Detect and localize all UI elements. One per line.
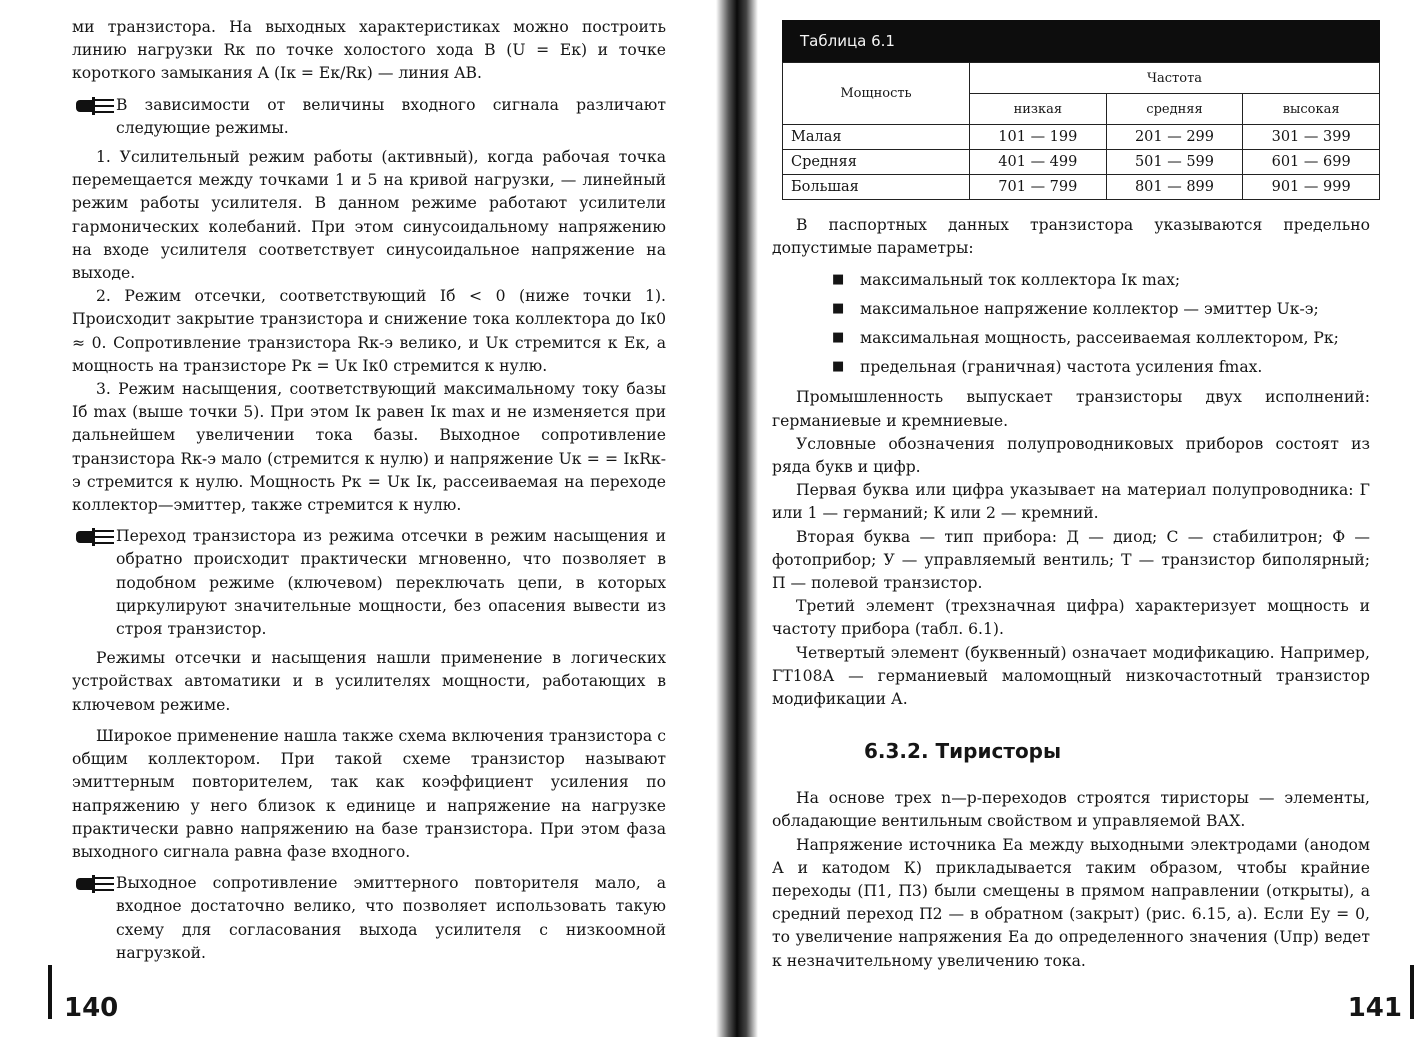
- mode-paragraph: 2. Режим отсечки, соответствующий Iб < 0 (ниже точки 1). Происходит закрытие транзистора и снижение тока коллектора до Iк0 ≈ 0. Сопротивление транзистора Rк-э велико, и Uк стремится к Eк, а мощность на транзисторе Pк = Uк Iк0 стремится к нулю.: [72, 287, 666, 375]
- book-spine: [716, 0, 758, 1037]
- table-cell: 101 — 199: [970, 125, 1107, 150]
- body-paragraph: Первая буква или цифра указывает на материал полупроводника: Г или 1 — германий; К или 2 — кремний.: [772, 481, 1370, 523]
- header-freq-low: низкая: [970, 94, 1107, 125]
- page-edge-mark: [1410, 965, 1414, 1019]
- table-cell: 301 — 399: [1243, 125, 1380, 150]
- section-title: 6.3.2. Тиристоры: [864, 739, 1062, 764]
- table-row: [783, 150, 1380, 175]
- table-cell: 201 — 299: [1106, 125, 1243, 150]
- header-freq-mid: средняя: [1106, 94, 1243, 125]
- header-freq-high: высокая: [1243, 94, 1380, 125]
- section-paragraph: На основе трех n—p-переходов строятся тиристоры — элементы, обладающие вентильным свойством и управляемой ВАХ.: [772, 789, 1370, 831]
- table-row: [783, 175, 1380, 200]
- table-row: [783, 125, 1380, 150]
- body-paragraph: Третий элемент (трехзначная цифра) характеризует мощность и частоту прибора (табл. 6.1).: [772, 597, 1370, 639]
- body-paragraph: Промышленность выпускает транзисторы двух исполнений: германиевые и кремниевые.: [772, 388, 1370, 430]
- section-paragraph: Напряжение источника Eа между выходными электродами (анодом А и катодом К) прикладывается таким образом, чтобы крайние переходы (П1, П3) были смещены в прямом направлении (открыты), а средний переход П2 — в обратном (закрыт) (рис. 6.15, а). Если Eу = 0, то увеличение напряжения Eа до определенного значения (Uпр) ведет к незначительному увеличению тока.: [772, 835, 1370, 970]
- table-title: Таблица 6.1: [782, 20, 1380, 62]
- table-6-1: [782, 20, 1380, 200]
- note-text: В зависимости от величины входного сигнала различают следующие режимы.: [116, 95, 666, 137]
- params-list: [832, 266, 1370, 382]
- table-cell: 501 — 599: [1106, 150, 1243, 175]
- note-block: [72, 872, 666, 965]
- page-number: 141: [1347, 993, 1402, 1023]
- page-number: 140: [64, 993, 119, 1023]
- body-paragraph: Условные обозначения полупроводниковых приборов состоят из ряда букв и цифр.: [772, 434, 1370, 477]
- table-cell: 601 — 699: [1243, 150, 1380, 175]
- list-item: ■ максимальный ток коллектора Iк max;: [832, 266, 1370, 295]
- pointing-hand-icon: [72, 95, 116, 117]
- note-text: Выходное сопротивление эмиттерного повторителя мало, а входное достаточно велико, что позволяет использовать такую схему для согласования выхода усилителя с низкоомной нагрузкой.: [116, 874, 666, 962]
- pointing-hand-icon: [72, 873, 116, 895]
- body-paragraph: Режимы отсечки и насыщения нашли применение в логических устройствах автоматики и в усилителях мощности, работающих в ключевом режиме.: [72, 649, 666, 714]
- note-text: Переход транзистора из режима отсечки в режим насыщения и обратно происходит практически мгновенно, что позволяет в подобном режиме (ключевом) переключать цепи, в которых циркулируют значительные мощности, без опасения вывести из строя транзистор.: [116, 527, 666, 639]
- list-item: ■ максимальное напряжение коллектор — эмиттер Uк-э;: [832, 295, 1370, 324]
- list-item: ■ максимальная мощность, рассеиваемая коллектором, Pк;: [832, 324, 1370, 353]
- power-frequency-table: [782, 62, 1380, 200]
- header-frequency: Частота: [970, 63, 1380, 94]
- row-label: Малая: [783, 125, 970, 150]
- right-page: [758, 0, 1428, 1037]
- mode-paragraph: 1. Усилительный режим работы (активный), когда рабочая точка перемещается между точками 1 и 5 на кривой нагрузки, — линейный режим работы усилителя. В данном режиме работают усилители гармонических колебаний. При этом синусоидальному напряжению на входе усилителя соответствует синусоидальное напряжение на выходе.: [72, 148, 666, 283]
- mode-paragraph: 3. Режим насыщения, соответствующий максимальному току базы Iб max (выше точки 5). При этом Iк равен Iк max и не изменяется при дальнейшем увеличении тока базы. Выходное сопротивление транзистора Rк-э мало (стремится к нулю) и напряжение Uк = = IкRк-э стремится к нулю. Мощность Pк = Uк Iк, рассеиваемая на переходе коллектор—эмиттер, также стремится к нулю.: [72, 380, 666, 515]
- body-paragraph: Вторая буква — тип прибора: Д — диод; С — стабилитрон; Ф — фотоприбор; У — управляемый вентиль; Т — транзистор биполярный; П — полевой транзистор.: [772, 527, 1370, 593]
- table-cell: 901 — 999: [1243, 175, 1380, 200]
- body-paragraph: Четвертый элемент (буквенный) означает модификацию. Например, ГТ108А — германиевый маломощный низкочастотный транзистор модификации А.: [772, 643, 1370, 709]
- body-paragraph: Широкое применение нашла также схема включения транзистора с общим коллектором. При такой схеме транзистор называют эмиттерным повторителем, так как коэффициент усиления по напряжению у него близок к единице и напряжение на нагрузке практически равно напряжению на базе транзистора. При этом фаза выходного сигнала равна фазе входного.: [72, 726, 666, 861]
- note-block: [72, 525, 666, 641]
- table-cell: 801 — 899: [1106, 175, 1243, 200]
- intro-paragraph: ми транзистора. На выходных характеристиках можно построить линию нагрузки Rк по точке холостого хода B (U = Eк) и точке короткого замыкания A (Iк = Eк/Rк) — линия AB.: [72, 18, 666, 83]
- table-cell: 401 — 499: [970, 150, 1107, 175]
- list-item: ■ предельная (граничная) частота усиления fmax.: [832, 353, 1370, 382]
- table-cell: 701 — 799: [970, 175, 1107, 200]
- row-label: Большая: [783, 175, 970, 200]
- params-intro: В паспортных данных транзистора указываются предельно допустимые параметры:: [772, 216, 1370, 258]
- page-edge-mark: [48, 965, 52, 1019]
- row-label: Средняя: [783, 150, 970, 175]
- header-power: Мощность: [783, 63, 970, 125]
- pointing-hand-icon: [72, 526, 116, 548]
- note-block: [72, 94, 666, 140]
